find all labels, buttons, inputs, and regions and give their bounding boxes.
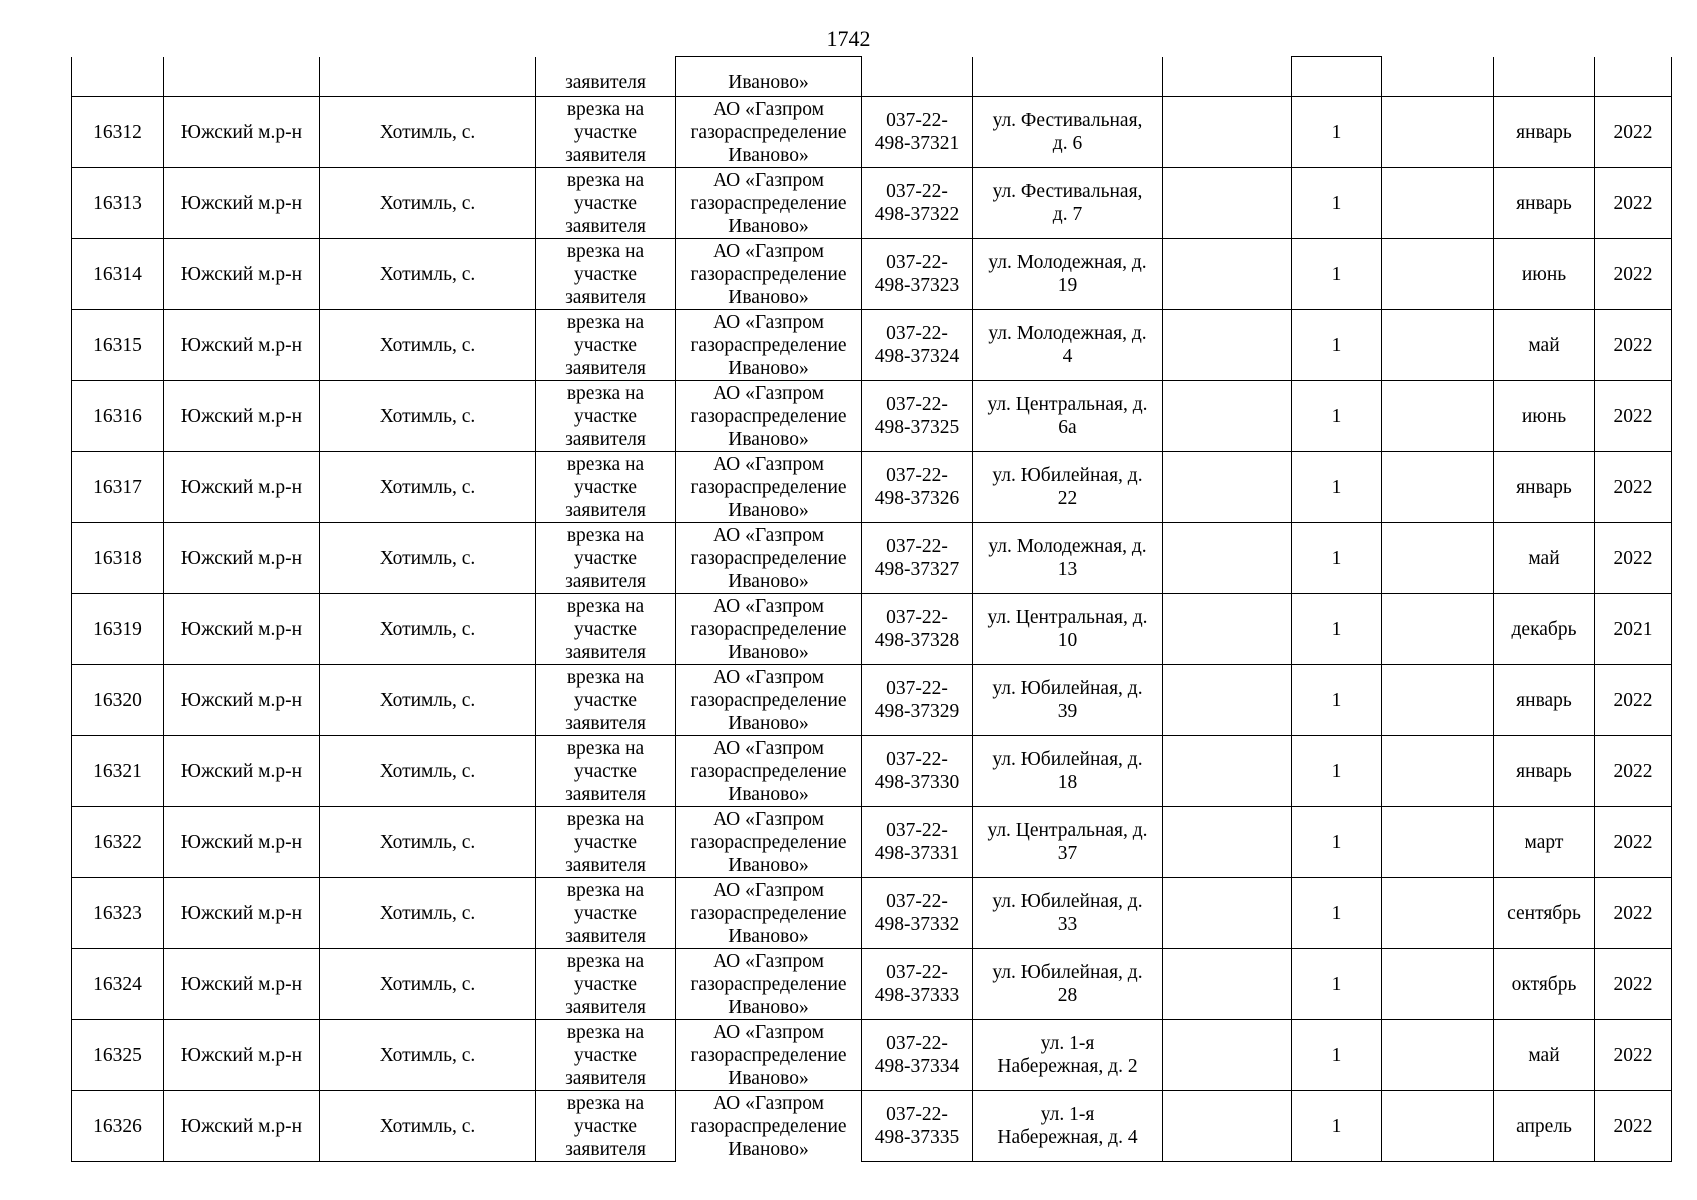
cell-code: 037-22- 498-37326 [862, 452, 973, 523]
cell-month: декабрь [1494, 594, 1595, 665]
cell-work-type: врезка на участке заявителя [536, 168, 676, 239]
cell-quantity: 1 [1292, 452, 1382, 523]
cell-month: май [1494, 1020, 1595, 1091]
cell-year: 2021 [1595, 594, 1672, 665]
cell-work-type: врезка на участке заявителя [536, 381, 676, 452]
cell-work-type: врезка на участке заявителя [536, 736, 676, 807]
cell-settlement: Хотимль, с. [320, 310, 536, 381]
cell-empty [1163, 1091, 1292, 1162]
cell-id: 16323 [72, 878, 164, 949]
cell-settlement: Хотимль, с. [320, 97, 536, 168]
cell-work-type: врезка на участке заявителя [536, 310, 676, 381]
table-row [72, 310, 1672, 381]
cell-id: 16315 [72, 310, 164, 381]
table-row [72, 878, 1672, 949]
table-row [72, 168, 1672, 239]
cell-id [72, 57, 164, 97]
cell-settlement: Хотимль, с. [320, 807, 536, 878]
cell-address: ул. Молодежная, д. 4 [973, 310, 1163, 381]
cell-month: октябрь [1494, 949, 1595, 1020]
cell-year: 2022 [1595, 1091, 1672, 1162]
cell-gap [862, 57, 973, 97]
cell-code: 037-22- 498-37330 [862, 736, 973, 807]
cell-month: январь [1494, 736, 1595, 807]
cell-address: ул. Фестивальная, д. 7 [973, 168, 1163, 239]
cell-quantity: 1 [1292, 523, 1382, 594]
table-row [72, 949, 1672, 1020]
cell-code [973, 57, 1163, 97]
cell-district: Южский м.р-н [164, 523, 320, 594]
cell-organization: АО «Газпром газораспределение Иваново» [676, 1091, 862, 1162]
cell-address: ул. Центральная, д. 6а [973, 381, 1163, 452]
table-row [72, 97, 1672, 168]
cell-year: 2022 [1595, 452, 1672, 523]
cell-settlement: Хотимль, с. [320, 1091, 536, 1162]
cell-address: ул. Юбилейная, д. 18 [973, 736, 1163, 807]
cell-code: 037-22- 498-37331 [862, 807, 973, 878]
cell-district: Южский м.р-н [164, 878, 320, 949]
cell-work-type: заявителя [536, 57, 676, 97]
cell-empty [1382, 807, 1494, 878]
cell-settlement: Хотимль, с. [320, 736, 536, 807]
cell-empty [1382, 452, 1494, 523]
cell-district: Южский м.р-н [164, 452, 320, 523]
cell-empty [1382, 523, 1494, 594]
cell-work-type: врезка на участке заявителя [536, 97, 676, 168]
cell-address: ул. Юбилейная, д. 39 [973, 665, 1163, 736]
cell-work-type: врезка на участке заявителя [536, 807, 676, 878]
cell-district: Южский м.р-н [164, 949, 320, 1020]
cell-quantity: 1 [1292, 168, 1382, 239]
cell-year: 2022 [1595, 665, 1672, 736]
cell-district: Южский м.р-н [164, 665, 320, 736]
cell-quantity: 1 [1292, 381, 1382, 452]
cell-organization: АО «Газпром газораспределение Иваново» [676, 1020, 862, 1091]
cell-settlement: Хотимль, с. [320, 949, 536, 1020]
cell-empty [1163, 239, 1292, 310]
cell-work-type: врезка на участке заявителя [536, 878, 676, 949]
cell-code: 037-22- 498-37324 [862, 310, 973, 381]
cell-work-type: врезка на участке заявителя [536, 239, 676, 310]
cell-code: 037-22- 498-37333 [862, 949, 973, 1020]
cell-organization: АО «Газпром газораспределение Иваново» [676, 807, 862, 878]
cell-code: 037-22- 498-37321 [862, 97, 973, 168]
continuation-row [72, 57, 1672, 97]
cell-organization: АО «Газпром газораспределение Иваново» [676, 523, 862, 594]
table-row [72, 523, 1672, 594]
cell-code: 037-22- 498-37322 [862, 168, 973, 239]
cell-settlement: Хотимль, с. [320, 665, 536, 736]
page-number: 1742 [826, 26, 871, 51]
cell-settlement: Хотимль, с. [320, 1020, 536, 1091]
cell-id: 16320 [72, 665, 164, 736]
cell-work-type: врезка на участке заявителя [536, 523, 676, 594]
cell-empty [1382, 665, 1494, 736]
cell-empty [1163, 1020, 1292, 1091]
cell-district: Южский м.р-н [164, 1091, 320, 1162]
cell-empty [1163, 452, 1292, 523]
cell-empty [1382, 239, 1494, 310]
cell-work-type: врезка на участке заявителя [536, 949, 676, 1020]
cell-address: ул. Центральная, д. 10 [973, 594, 1163, 665]
cell-empty [1163, 665, 1292, 736]
cell-code: 037-22- 498-37327 [862, 523, 973, 594]
cell-address: ул. Молодежная, д. 19 [973, 239, 1163, 310]
cell-id: 16326 [72, 1091, 164, 1162]
cell-id: 16322 [72, 807, 164, 878]
cell-code: 037-22- 498-37325 [862, 381, 973, 452]
table-row [72, 1091, 1672, 1162]
table-row [72, 452, 1672, 523]
cell-month: январь [1494, 452, 1595, 523]
cell-district: Южский м.р-н [164, 736, 320, 807]
cell-year: 2022 [1595, 97, 1672, 168]
table-row [72, 239, 1672, 310]
cell-id: 16319 [72, 594, 164, 665]
table-row [72, 736, 1672, 807]
cell-address: ул. Юбилейная, д. 33 [973, 878, 1163, 949]
cell-code: 037-22- 498-37334 [862, 1020, 973, 1091]
cell-settlement: Хотимль, с. [320, 878, 536, 949]
cell-month: июнь [1494, 381, 1595, 452]
cell-settlement [320, 57, 536, 97]
cell-month: январь [1494, 665, 1595, 736]
cell-year: 2022 [1595, 736, 1672, 807]
cell-empty [1163, 807, 1292, 878]
cell-organization: АО «Газпром газораспределение Иваново» [676, 168, 862, 239]
registry-table [71, 56, 1672, 1162]
cell-district: Южский м.р-н [164, 807, 320, 878]
cell-empty [1163, 523, 1292, 594]
cell-empty [1163, 949, 1292, 1020]
cell-year: 2022 [1595, 1020, 1672, 1091]
cell-empty [1163, 97, 1292, 168]
cell-empty [1163, 736, 1292, 807]
cell-year: 2022 [1595, 168, 1672, 239]
cell-organization: АО «Газпром газораспределение Иваново» [676, 452, 862, 523]
cell-quantity: 1 [1292, 97, 1382, 168]
cell-month: май [1494, 523, 1595, 594]
cell-year: 2022 [1595, 523, 1672, 594]
cell-address: ул. Центральная, д. 37 [973, 807, 1163, 878]
cell-organization: АО «Газпром газораспределение Иваново» [676, 949, 862, 1020]
cell-empty [1382, 381, 1494, 452]
cell-id: 16312 [72, 97, 164, 168]
cell-month: сентябрь [1494, 878, 1595, 949]
cell-quantity: 1 [1292, 878, 1382, 949]
cell-quantity: 1 [1292, 1020, 1382, 1091]
cell-organization: АО «Газпром газораспределение Иваново» [676, 310, 862, 381]
cell-district: Южский м.р-н [164, 381, 320, 452]
cell-id: 16321 [72, 736, 164, 807]
cell-organization: АО «Газпром газораспределение Иваново» [676, 381, 862, 452]
cell-quantity: 1 [1292, 736, 1382, 807]
cell-year: 2022 [1595, 949, 1672, 1020]
cell-organization: АО «Газпром газораспределение Иваново» [676, 97, 862, 168]
cell-id: 16316 [72, 381, 164, 452]
cell-month [1494, 57, 1595, 97]
cell-address: ул. Фестивальная, д. 6 [973, 97, 1163, 168]
cell-code: 037-22- 498-37323 [862, 239, 973, 310]
cell-district: Южский м.р-н [164, 310, 320, 381]
cell-id: 16318 [72, 523, 164, 594]
cell-address: ул. Молодежная, д. 13 [973, 523, 1163, 594]
cell-empty [1163, 168, 1292, 239]
cell-empty [1163, 878, 1292, 949]
table-row [72, 807, 1672, 878]
cell-district: Южский м.р-н [164, 97, 320, 168]
cell-empty [1382, 168, 1494, 239]
cell-address: ул. 1-я Набережная, д. 2 [973, 1020, 1163, 1091]
cell-empty [1382, 949, 1494, 1020]
cell-quantity: 1 [1292, 1091, 1382, 1162]
cell-district: Южский м.р-н [164, 594, 320, 665]
cell-address [1163, 57, 1292, 97]
cell-quantity: 1 [1292, 807, 1382, 878]
cell-month: март [1494, 807, 1595, 878]
cell-month: январь [1494, 168, 1595, 239]
cell-district: Южский м.р-н [164, 1020, 320, 1091]
cell-quantity: 1 [1292, 949, 1382, 1020]
cell-quantity: 1 [1292, 310, 1382, 381]
cell-organization: Иваново» [676, 57, 862, 97]
cell-empty [1382, 594, 1494, 665]
cell-settlement: Хотимль, с. [320, 523, 536, 594]
cell-settlement: Хотимль, с. [320, 168, 536, 239]
cell-year: 2022 [1595, 239, 1672, 310]
table-body [72, 57, 1672, 1162]
cell-quantity: 1 [1292, 665, 1382, 736]
cell-month: май [1494, 310, 1595, 381]
cell-code: 037-22- 498-37332 [862, 878, 973, 949]
cell-organization: АО «Газпром газораспределение Иваново» [676, 594, 862, 665]
cell-work-type: врезка на участке заявителя [536, 594, 676, 665]
cell-district [164, 57, 320, 97]
cell-organization: АО «Газпром газораспределение Иваново» [676, 665, 862, 736]
cell-year: 2022 [1595, 381, 1672, 452]
cell-id: 16317 [72, 452, 164, 523]
cell-quantity: 1 [1292, 239, 1382, 310]
cell-code: 037-22- 498-37328 [862, 594, 973, 665]
cell-year: 2022 [1595, 807, 1672, 878]
cell-empty [1382, 310, 1494, 381]
cell-id: 16325 [72, 1020, 164, 1091]
table-row [72, 1020, 1672, 1091]
cell-empty [1382, 1020, 1494, 1091]
cell-address: ул. 1-я Набережная, д. 4 [973, 1091, 1163, 1162]
cell-id: 16314 [72, 239, 164, 310]
cell-year: 2022 [1595, 310, 1672, 381]
cell-settlement: Хотимль, с. [320, 381, 536, 452]
cell-gap [1382, 57, 1494, 97]
cell-address: ул. Юбилейная, д. 28 [973, 949, 1163, 1020]
cell-district: Южский м.р-н [164, 239, 320, 310]
cell-settlement: Хотимль, с. [320, 452, 536, 523]
cell-id: 16324 [72, 949, 164, 1020]
cell-code: 037-22- 498-37335 [862, 1091, 973, 1162]
cell-organization: АО «Газпром газораспределение Иваново» [676, 736, 862, 807]
cell-organization: АО «Газпром газораспределение Иваново» [676, 239, 862, 310]
cell-work-type: врезка на участке заявителя [536, 1091, 676, 1162]
cell-organization: АО «Газпром газораспределение Иваново» [676, 878, 862, 949]
cell-district: Южский м.р-н [164, 168, 320, 239]
cell-year [1595, 57, 1672, 97]
cell-settlement: Хотимль, с. [320, 594, 536, 665]
cell-empty [1163, 381, 1292, 452]
cell-year: 2022 [1595, 878, 1672, 949]
cell-work-type: врезка на участке заявителя [536, 452, 676, 523]
cell-code: 037-22- 498-37329 [862, 665, 973, 736]
table-row [72, 381, 1672, 452]
cell-quantity: 1 [1292, 594, 1382, 665]
cell-address: ул. Юбилейная, д. 22 [973, 452, 1163, 523]
cell-work-type: врезка на участке заявителя [536, 665, 676, 736]
cell-empty [1163, 594, 1292, 665]
cell-empty [1382, 736, 1494, 807]
cell-month: январь [1494, 97, 1595, 168]
cell-quantity [1292, 57, 1382, 97]
table-row [72, 594, 1672, 665]
cell-empty [1163, 310, 1292, 381]
cell-empty [1382, 878, 1494, 949]
cell-month: апрель [1494, 1091, 1595, 1162]
cell-empty [1382, 97, 1494, 168]
cell-empty [1382, 1091, 1494, 1162]
table-row [72, 665, 1672, 736]
cell-work-type: врезка на участке заявителя [536, 1020, 676, 1091]
cell-id: 16313 [72, 168, 164, 239]
cell-settlement: Хотимль, с. [320, 239, 536, 310]
cell-month: июнь [1494, 239, 1595, 310]
